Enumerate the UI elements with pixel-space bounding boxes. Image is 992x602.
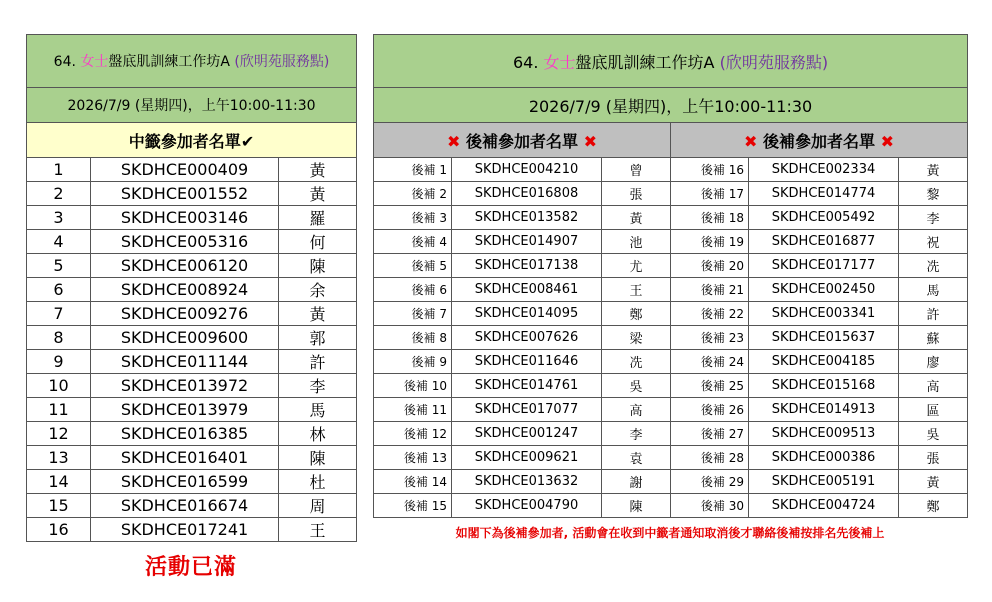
waitlist-rank: 後補 30 [671, 494, 749, 518]
waitlist-rank: 後補 3 [374, 206, 452, 230]
table-row [27, 398, 357, 422]
waitlist-rank: 後補 11 [374, 398, 452, 422]
participant-surname: 高 [899, 374, 968, 398]
table-row [374, 374, 968, 398]
participant-code: SKDHCE009600 [91, 326, 279, 350]
waitlist-rank: 後補 9 [374, 350, 452, 374]
participant-code: SKDHCE016808 [452, 182, 602, 206]
participant-code: SKDHCE003146 [91, 206, 279, 230]
participant-surname: 吳 [899, 422, 968, 446]
participant-surname: 謝 [602, 470, 671, 494]
participant-code: SKDHCE013979 [91, 398, 279, 422]
table-row [374, 326, 968, 350]
row-number: 7 [27, 302, 91, 326]
participant-code: SKDHCE008461 [452, 278, 602, 302]
row-number: 11 [27, 398, 91, 422]
participant-surname: 周 [279, 494, 357, 518]
waitlist-rank: 後補 19 [671, 230, 749, 254]
cross-icon: ✖ [744, 131, 758, 151]
participant-code: SKDHCE015168 [749, 374, 899, 398]
waitlist-rank: 後補 24 [671, 350, 749, 374]
participant-code: SKDHCE017138 [452, 254, 602, 278]
participant-surname: 黃 [899, 158, 968, 182]
table-row [27, 254, 357, 278]
workshop-datetime: 2026/7/9 (星期四)，上午10:00-11:30 [374, 88, 968, 123]
waitlist-rank: 後補 27 [671, 422, 749, 446]
table-row [27, 230, 357, 254]
waitlist-rank: 後補 15 [374, 494, 452, 518]
row-number: 15 [27, 494, 91, 518]
waitlist-rank: 後補 17 [671, 182, 749, 206]
waitlist-rank: 後補 22 [671, 302, 749, 326]
table-row [27, 350, 357, 374]
participant-code: SKDHCE013632 [452, 470, 602, 494]
waitlist-rank: 後補 2 [374, 182, 452, 206]
table-row [27, 518, 357, 542]
participant-code: SKDHCE014913 [749, 398, 899, 422]
participant-code: SKDHCE005492 [749, 206, 899, 230]
waitlist-table [373, 34, 968, 518]
table-row [27, 278, 357, 302]
participant-code: SKDHCE000409 [91, 158, 279, 182]
participant-surname: 池 [602, 230, 671, 254]
workshop-datetime: 2026/7/9 (星期四)，上午10:00-11:30 [27, 88, 357, 123]
table-row [374, 182, 968, 206]
participant-surname: 陳 [279, 446, 357, 470]
table-row [374, 446, 968, 470]
row-number: 14 [27, 470, 91, 494]
waitlist-rank: 後補 25 [671, 374, 749, 398]
row-number: 6 [27, 278, 91, 302]
waitlist-rank: 後補 20 [671, 254, 749, 278]
participant-surname: 王 [602, 278, 671, 302]
workshop-title: 64. 女士盤底肌訓練工作坊A (欣明苑服務點) [374, 35, 968, 88]
participant-code: SKDHCE014907 [452, 230, 602, 254]
participant-surname: 陳 [602, 494, 671, 518]
waitlist-rank: 後補 7 [374, 302, 452, 326]
waitlist-rank: 後補 23 [671, 326, 749, 350]
row-number: 5 [27, 254, 91, 278]
table-row [27, 374, 357, 398]
waitlist-rank: 後補 1 [374, 158, 452, 182]
participant-code: SKDHCE017077 [452, 398, 602, 422]
participant-code: SKDHCE005316 [91, 230, 279, 254]
participant-code: SKDHCE006120 [91, 254, 279, 278]
participant-surname: 祝 [899, 230, 968, 254]
table-row [374, 278, 968, 302]
row-number: 10 [27, 374, 91, 398]
participant-surname: 王 [279, 518, 357, 542]
participant-code: SKDHCE008924 [91, 278, 279, 302]
table-row [27, 422, 357, 446]
participant-surname: 蘇 [899, 326, 968, 350]
participant-code: SKDHCE002334 [749, 158, 899, 182]
waitlist-heading-a: ✖ 後補參加者名單 ✖ [374, 123, 671, 158]
participant-surname: 黃 [279, 182, 357, 206]
table-row [374, 158, 968, 182]
participant-surname: 黃 [899, 470, 968, 494]
waitlist-rank: 後補 5 [374, 254, 452, 278]
participant-code: SKDHCE014761 [452, 374, 602, 398]
participant-surname: 羅 [279, 206, 357, 230]
waitlist-rank: 後補 12 [374, 422, 452, 446]
participant-code: SKDHCE016877 [749, 230, 899, 254]
table-row [374, 230, 968, 254]
participant-code: SKDHCE002450 [749, 278, 899, 302]
waitlist-rank: 後補 13 [374, 446, 452, 470]
table-row [374, 422, 968, 446]
participant-surname: 李 [602, 422, 671, 446]
participant-surname: 何 [279, 230, 357, 254]
participant-surname: 許 [279, 350, 357, 374]
row-number: 16 [27, 518, 91, 542]
table-row [374, 398, 968, 422]
table-row [374, 302, 968, 326]
participant-surname: 馬 [279, 398, 357, 422]
participant-code: SKDHCE017177 [749, 254, 899, 278]
waitlist-rank: 後補 4 [374, 230, 452, 254]
selected-heading: 中籤參加者名單✔ [27, 123, 357, 158]
participant-code: SKDHCE011646 [452, 350, 602, 374]
table-row [27, 446, 357, 470]
waitlist-rank: 後補 28 [671, 446, 749, 470]
waitlist-rank: 後補 21 [671, 278, 749, 302]
participant-surname: 杜 [279, 470, 357, 494]
participant-code: SKDHCE017241 [91, 518, 279, 542]
waitlist-rank: 後補 10 [374, 374, 452, 398]
selected-table [26, 34, 357, 542]
cross-icon: ✖ [880, 131, 895, 151]
participant-code: SKDHCE005191 [749, 470, 899, 494]
row-number: 12 [27, 422, 91, 446]
table-row [374, 494, 968, 518]
participant-surname: 尤 [602, 254, 671, 278]
participant-code: SKDHCE016401 [91, 446, 279, 470]
participant-surname: 曾 [602, 158, 671, 182]
participant-surname: 張 [899, 446, 968, 470]
row-number: 2 [27, 182, 91, 206]
row-number: 3 [27, 206, 91, 230]
participant-surname: 林 [279, 422, 357, 446]
row-number: 4 [27, 230, 91, 254]
participant-code: SKDHCE015637 [749, 326, 899, 350]
row-number: 9 [27, 350, 91, 374]
participant-surname: 黃 [279, 158, 357, 182]
table-row [374, 206, 968, 230]
full-notice: 活動已滿 [144, 555, 237, 580]
waitlist-rank: 後補 14 [374, 470, 452, 494]
participant-surname: 吳 [602, 374, 671, 398]
table-row [27, 206, 357, 230]
participant-code: SKDHCE001247 [452, 422, 602, 446]
row-number: 13 [27, 446, 91, 470]
participant-surname: 袁 [602, 446, 671, 470]
waitlist-rank: 後補 26 [671, 398, 749, 422]
participant-surname: 黃 [602, 206, 671, 230]
table-row [374, 470, 968, 494]
workshop-title: 64. 女士盤底肌訓練工作坊A (欣明苑服務點) [27, 35, 357, 88]
participant-code: SKDHCE004790 [452, 494, 602, 518]
participant-code: SKDHCE003341 [749, 302, 899, 326]
participant-code: SKDHCE009513 [749, 422, 899, 446]
table-row [27, 302, 357, 326]
cross-icon: ✖ [447, 131, 461, 151]
participant-surname: 馬 [899, 278, 968, 302]
waitlist-rank: 後補 6 [374, 278, 452, 302]
cross-icon: ✖ [583, 131, 597, 151]
participant-surname: 梁 [602, 326, 671, 350]
participant-surname: 鄭 [899, 494, 968, 518]
table-row [374, 350, 968, 374]
row-number: 1 [27, 158, 91, 182]
participant-surname: 許 [899, 302, 968, 326]
participant-code: SKDHCE009621 [452, 446, 602, 470]
waitlist-heading-b: ✖ 後補參加者名單 ✖ [671, 123, 968, 158]
participant-code: SKDHCE001552 [91, 182, 279, 206]
participant-code: SKDHCE014774 [749, 182, 899, 206]
participant-surname: 區 [899, 398, 968, 422]
participant-code: SKDHCE000386 [749, 446, 899, 470]
participant-surname: 余 [279, 278, 357, 302]
row-number: 8 [27, 326, 91, 350]
participant-surname: 冼 [602, 350, 671, 374]
participant-surname: 陳 [279, 254, 357, 278]
participant-code: SKDHCE004185 [749, 350, 899, 374]
waitlist-note: 如閣下為後補參加者, 活動會在收到中籤者通知取消後才聯絡後補按排名先後補上 [455, 526, 885, 540]
participant-code: SKDHCE016599 [91, 470, 279, 494]
participant-code: SKDHCE013582 [452, 206, 602, 230]
participant-surname: 李 [279, 374, 357, 398]
table-row [27, 494, 357, 518]
participant-code: SKDHCE016674 [91, 494, 279, 518]
participant-surname: 冼 [899, 254, 968, 278]
participant-surname: 黃 [279, 302, 357, 326]
participant-surname: 黎 [899, 182, 968, 206]
participant-code: SKDHCE011144 [91, 350, 279, 374]
table-row [27, 326, 357, 350]
participant-surname: 鄭 [602, 302, 671, 326]
participant-code: SKDHCE014095 [452, 302, 602, 326]
table-row [27, 182, 357, 206]
participant-code: SKDHCE013972 [91, 374, 279, 398]
participant-surname: 張 [602, 182, 671, 206]
participant-surname: 廖 [899, 350, 968, 374]
check-icon: ✔ [240, 131, 255, 151]
participant-code: SKDHCE009276 [91, 302, 279, 326]
participant-code: SKDHCE004210 [452, 158, 602, 182]
waitlist-rank: 後補 29 [671, 470, 749, 494]
waitlist-rank: 後補 18 [671, 206, 749, 230]
table-row [27, 470, 357, 494]
table-row [374, 254, 968, 278]
table-row [27, 158, 357, 182]
participant-code: SKDHCE007626 [452, 326, 602, 350]
participant-surname: 郭 [279, 326, 357, 350]
waitlist-rank: 後補 8 [374, 326, 452, 350]
participant-surname: 高 [602, 398, 671, 422]
waitlist-rank: 後補 16 [671, 158, 749, 182]
participant-code: SKDHCE016385 [91, 422, 279, 446]
participant-surname: 李 [899, 206, 968, 230]
participant-code: SKDHCE004724 [749, 494, 899, 518]
